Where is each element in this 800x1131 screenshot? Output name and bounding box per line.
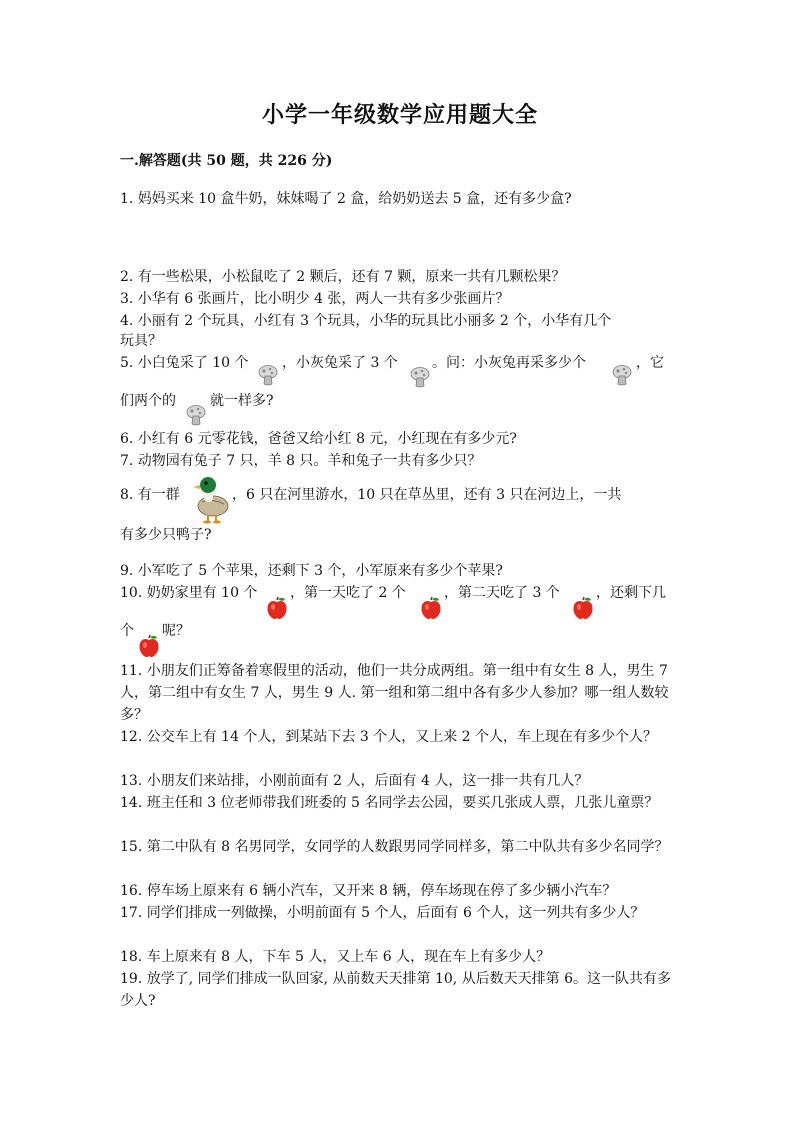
question-14: 14. 班主任和 3 位老师带我们班委的 5 名同学去公园，要买几张成人票，几张儿童票？ (120, 795, 659, 811)
duck-icon (192, 472, 232, 524)
mushroom-icon (258, 364, 278, 386)
question-8-part-1: 8. 有一群 (120, 487, 180, 503)
question-7: 7. 动物园有兔子 7 只，羊 8 只。羊和兔子一共有多少只？ (120, 453, 482, 469)
question-16: 16. 停车场上原来有 6 辆小汽车，又开来 8 辆，停车场现在停了多少辆小汽车？ (120, 883, 617, 899)
question-5-part-2: ，小灰兔采了 3 个 (282, 355, 398, 371)
page-title: 小学一年级数学应用题大全 (261, 102, 538, 128)
apple-icon (420, 596, 442, 620)
question-4: 4. 小丽有 2 个玩具，小红有 3 个玩具，小华的玩具比小丽多 2 个，小华有几个 (120, 313, 612, 329)
question-10-part-4: ，还剩下几 (596, 585, 666, 601)
question-8-part-3: 有多少只鸭子? (120, 527, 212, 543)
mushroom-icon (186, 404, 206, 426)
question-5-part-3: 。问：小灰兔再采多少个 (432, 355, 586, 371)
section-heading: 一.解答题(共 50 题，共 226 分) (120, 153, 333, 169)
question-10-part-1: 10. 奶奶家里有 10 个 (120, 585, 258, 601)
question-5-part-4: ，它 (636, 355, 664, 371)
question-15: 15. 第二中队有 8 名男同学，女同学的人数跟男同学同样多，第二中队共有多少名同学？ (120, 839, 669, 855)
mushroom-icon (410, 366, 430, 388)
question-9: 9. 小军吃了 5 个苹果，还剩下 3 个，小军原来有多少个苹果? (120, 563, 503, 579)
mushroom-icon (612, 364, 632, 386)
question-5-part-1: 5. 小白兔采了 10 个 (120, 355, 249, 371)
question-12: 12. 公交车上有 14 个人，到某站下去 3 个人，又上来 2 个人，车上现在有多少个人？ (120, 729, 658, 745)
question-4-continued: 玩具？ (120, 333, 162, 349)
question-1: 1. 妈妈买来 10 盒牛奶，妹妹喝了 2 盒，给奶奶送去 5 盒，还有多少盒? (120, 191, 572, 207)
question-13: 13. 小朋友们来站排，小刚前面有 2 人，后面有 4 人，这一排一共有几人？ (120, 773, 589, 789)
apple-icon (138, 634, 160, 658)
question-10-part-2: ，第一天吃了 2 个 (290, 585, 406, 601)
question-5-part-5: 们两个的 (120, 393, 176, 409)
question-5-part-6: 就一样多? (210, 393, 274, 409)
question-2: 2. 有一些松果，小松鼠吃了 2 颗后，还有 7 颗，原来一共有几颗松果？ (120, 269, 566, 285)
apple-icon (572, 596, 594, 620)
question-10-part-3: ，第二天吃了 3 个 (444, 585, 560, 601)
apple-icon (266, 596, 288, 620)
question-6: 6. 小红有 6 元零花钱，爸爸又给小红 8 元，小红现在有多少元? (120, 431, 517, 447)
question-10-part-6: 呢？ (162, 623, 190, 639)
question-11: 11. 小朋友们正筹备着寒假里的活动，他们一共分成两组。第一组中有女生 8 人，男生 7 人，第二组中有女生 7 人，男生 9 人. 第一组和第二组中各有多少人参加？哪一组人数较多？ (120, 663, 669, 723)
question-8-part-2: ，6 只在河里游水，10 只在草丛里，还有 3 只在河边上，一共 (232, 487, 622, 503)
question-10-part-5: 个 (120, 623, 134, 639)
question-18: 18. 车上原来有 8 人，下车 5 人，又上车 6 人，现在车上有多少人？ (120, 949, 551, 965)
question-17: 17. 同学们排成一列做操，小明前面有 5 个人，后面有 6 个人，这一列共有多少人？ (120, 905, 645, 921)
question-19: 19. 放学了, 同学们排成一队回家, 从前数天天排第 10, 从后数天天排第 6。这一队共有多少人? (120, 971, 672, 1009)
question-3: 3. 小华有 6 张画片，比小明少 4 张，两人一共有多少张画片？ (120, 291, 510, 307)
